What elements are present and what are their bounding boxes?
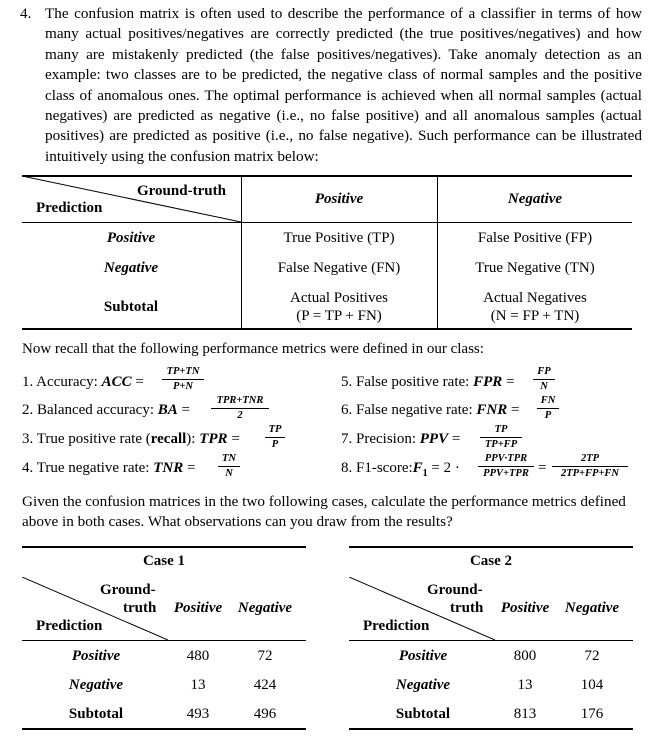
ground-truth-label: Ground-truth	[137, 183, 226, 199]
metric-precision: 7. Precision: PPV =	[341, 431, 461, 447]
case2-row-positive: Positive	[398, 648, 448, 664]
metric-f1-fraction: PPV·TPR PPV+TPR	[478, 453, 534, 480]
row-label-negative: Negative	[103, 260, 159, 276]
case2-ground-truth-1: Ground-	[427, 582, 483, 598]
metric-f1-fraction-2: 2TP 2TP+FP+FN	[552, 453, 628, 480]
actual-negatives-formula: (N = FP + TN)	[490, 308, 580, 324]
cell-true-negative: True Negative (TN)	[475, 260, 595, 276]
case1-col-negative: Negative	[237, 600, 293, 616]
metric-fnr: 6. False negative rate: FNR =	[341, 402, 520, 418]
case1-ground-truth-1: Ground-	[100, 582, 156, 598]
metric-f1-equals: =	[538, 460, 547, 476]
metric-balanced-accuracy-fraction: TPR+TNR 2	[211, 395, 269, 422]
case1-row-negative: Negative	[68, 677, 124, 693]
cell-true-positive: True Positive (TP)	[283, 230, 395, 246]
case2-row-subtotal: Subtotal	[395, 706, 451, 722]
given-text: Given the confusion matrices in the two following cases, calculate the performance metrics defined above in both cases. What observations can you draw from the results?	[22, 493, 626, 531]
case2-subtotal-negative: 176	[580, 706, 604, 722]
case2-col-positive: Positive	[500, 600, 550, 616]
case2-ground-truth-2: truth	[450, 600, 484, 616]
metric-precision-fraction: TP TP+FP	[480, 424, 522, 451]
case2-cell-fn: 13	[517, 677, 533, 693]
case1-col-positive: Positive	[173, 600, 223, 616]
question-text: The confusion matrix is often used to describe the performance of a classifier in terms of how many actual positives/negatives are correctly predicted (the true positives/negatives) and how many are mistakenly predicted (the false positives/negatives). Take anomaly detection as an example: two classes are to be predicted, the negative class of normal samples and the positive class of anomalous ones. The optimal performance is achieved when all normal samples (actual negatives) are predicted as negative (i.e., no false positive) and all anomalous samples (actual positives) are predicted as positive (i.e., no false negative). Such performance can be illustrated intuitively using the confusion matrix below:	[45, 5, 642, 165]
case1-row-positive: Positive	[71, 648, 121, 664]
row-label-subtotal: Subtotal	[103, 299, 159, 315]
case1-subtotal-negative: 496	[253, 706, 277, 722]
metric-tnr-fraction: TN N	[218, 453, 240, 480]
metric-accuracy: 1. Accuracy: ACC =	[22, 374, 144, 390]
case1-row-subtotal: Subtotal	[68, 706, 124, 722]
question-number: 4.	[20, 5, 32, 22]
actual-positives-formula: (P = TP + FN)	[296, 308, 382, 324]
case1-cell-tn: 424	[253, 677, 277, 693]
case2-col-negative: Negative	[564, 600, 620, 616]
case2-cell-tp: 800	[513, 648, 537, 664]
case2-cell-tn: 104	[580, 677, 604, 693]
col-header-positive: Positive	[314, 191, 364, 207]
cell-false-negative: False Negative (FN)	[277, 260, 401, 276]
metric-f1: 8. $F1-score:F_1 = 2$ ·	[341, 460, 460, 479]
case2-prediction-label: Prediction	[363, 618, 430, 634]
metric-fpr: 5. False positive rate: FPR =	[341, 374, 515, 390]
case1-title: Case 1	[142, 553, 186, 569]
recall-text: Now recall that the following performance metrics were defined in our class:	[22, 341, 484, 357]
actual-positives-label: Actual Positives	[290, 290, 388, 306]
col-header-negative: Negative	[507, 191, 563, 207]
row-label-positive: Positive	[106, 230, 156, 246]
metric-fpr-fraction: FP N	[533, 366, 555, 393]
metric-tpr: 3. True positive rate (recall): TPR =	[22, 431, 240, 447]
case2-row-negative: Negative	[395, 677, 451, 693]
case1-cell-tp: 480	[186, 648, 210, 664]
metric-fnr-fraction: FN P	[537, 395, 559, 422]
prediction-label: Prediction	[36, 200, 103, 216]
case1-prediction-label: Prediction	[36, 618, 103, 634]
question-paragraph	[20, 4, 642, 167]
case2-subtotal-positive: 813	[513, 706, 537, 722]
metric-balanced-accuracy: 2. Balanced accuracy: BA =	[22, 402, 190, 418]
given-paragraph	[22, 492, 634, 533]
actual-negatives-label: Actual Negatives	[483, 290, 587, 306]
case1-subtotal-positive: 493	[186, 706, 210, 722]
case2-cell-fp: 72	[584, 648, 600, 664]
case1-ground-truth-2: truth	[123, 600, 157, 616]
metric-tnr: 4. True negative rate: TNR =	[22, 460, 196, 476]
metric-accuracy-fraction: TP+TN P+N	[162, 366, 204, 393]
cell-false-positive: False Positive (FP)	[477, 230, 593, 246]
case1-cell-fn: 13	[190, 677, 206, 693]
metric-tpr-fraction: TP P	[265, 424, 285, 451]
case1-cell-fp: 72	[257, 648, 273, 664]
case2-title: Case 2	[469, 553, 513, 569]
